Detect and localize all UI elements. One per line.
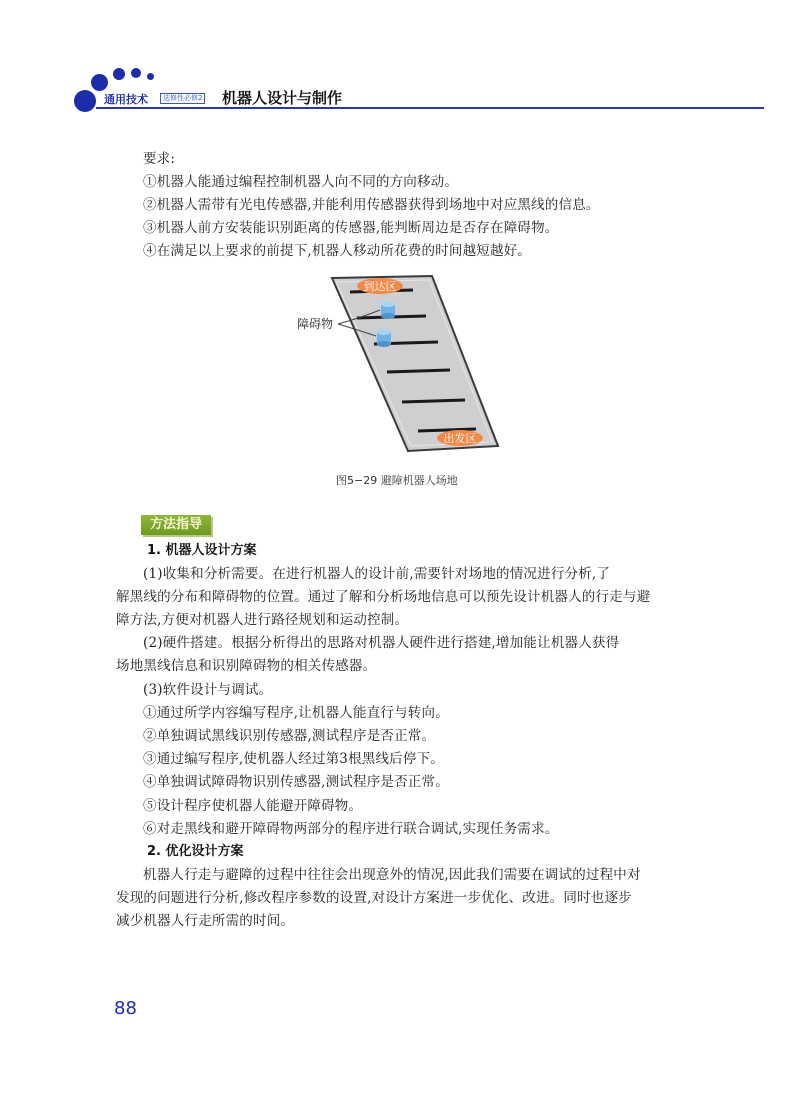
header-dot-small xyxy=(147,73,154,80)
departure-zone-label: 出发区 xyxy=(443,432,477,445)
step-item: ②单独调试黑线识别传感器,测试程序是否正常。 xyxy=(143,728,436,744)
paragraph-line: (2)硬件搭建。根据分析得出的思路对机器人硬件进行搭建,增加能让机器人获得 xyxy=(143,635,620,651)
header-book-tag: 选修性必修2 xyxy=(160,93,205,104)
method-section-tag: 方法指导 xyxy=(141,515,211,535)
step-item: ⑥对走黑线和避开障碍物两部分的程序进行联合调试,实现任务需求。 xyxy=(143,821,559,837)
black-line xyxy=(387,370,450,372)
field-board xyxy=(332,276,498,451)
requirement-item: ①机器人能通过编程控制机器人向不同的方向移动。 xyxy=(143,174,459,190)
step-item: ①通过所学内容编写程序,让机器人能直行与转向。 xyxy=(143,705,449,721)
requirements-label: 要求: xyxy=(143,151,176,167)
step-item: ⑤设计程序使机器人能避开障碍物。 xyxy=(143,798,363,814)
requirement-item: ③机器人前方安装能识别距离的传感器,能判断周边是否存在障碍物。 xyxy=(143,220,559,236)
paragraph-line: 机器人行走与避障的过程中往往会出现意外的情况,因此我们需要在调试的过程中对 xyxy=(143,867,641,883)
black-line xyxy=(402,400,465,402)
header-subject: 通用技术 xyxy=(104,93,148,106)
header-dot xyxy=(113,68,125,80)
obstacle-lower xyxy=(377,329,391,347)
paragraph-line: 发现的问题进行分析,修改程序参数的设置,对设计方案进一步优化、改进。同时也逐步 xyxy=(116,890,632,906)
header-dot xyxy=(91,74,108,91)
figure-caption: 图5−29 避障机器人场地 xyxy=(336,474,458,487)
section1-heading: 1. 机器人设计方案 xyxy=(147,543,257,558)
arrival-zone-label: 到达区 xyxy=(363,280,397,293)
paragraph-line: 场地黑线信息和识别障碍物的相关传感器。 xyxy=(116,658,377,674)
header-dot-large xyxy=(74,90,96,112)
header-title: 机器人设计与制作 xyxy=(222,89,343,107)
step-item: ④单独调试障碍物识别传感器,测试程序是否正常。 xyxy=(143,774,449,790)
paragraph-line: 减少机器人行走所需的时间。 xyxy=(116,913,295,929)
requirement-item: ④在满足以上要求的前提下,机器人移动所花费的时间越短越好。 xyxy=(143,243,532,259)
header-rule xyxy=(96,107,764,109)
paragraph-line: (3)软件设计与调试。 xyxy=(143,682,273,698)
obstacle-label: 障碍物 xyxy=(297,317,334,331)
header-dot xyxy=(131,68,141,78)
paragraph-line: (1)收集和分析需要。在进行机器人的设计前,需要针对场地的情况进行分析,了 xyxy=(143,566,611,582)
paragraph-line: 障方法,方便对机器人进行路径规划和运动控制。 xyxy=(116,612,409,628)
page-number: 88 xyxy=(114,998,137,1019)
requirement-item: ②机器人需带有光电传感器,并能利用传感器获得到场地中对应黑线的信息。 xyxy=(143,197,600,213)
section2-heading: 2. 优化设计方案 xyxy=(147,844,244,859)
field-figure xyxy=(280,268,530,468)
paragraph-line: 解黑线的分布和障碍物的位置。通过了解和分析场地信息可以预先设计机器人的行走与避 xyxy=(116,589,651,605)
step-item: ③通过编写程序,使机器人经过第3根黑线后停下。 xyxy=(143,751,444,767)
obstacle-upper xyxy=(381,301,395,319)
